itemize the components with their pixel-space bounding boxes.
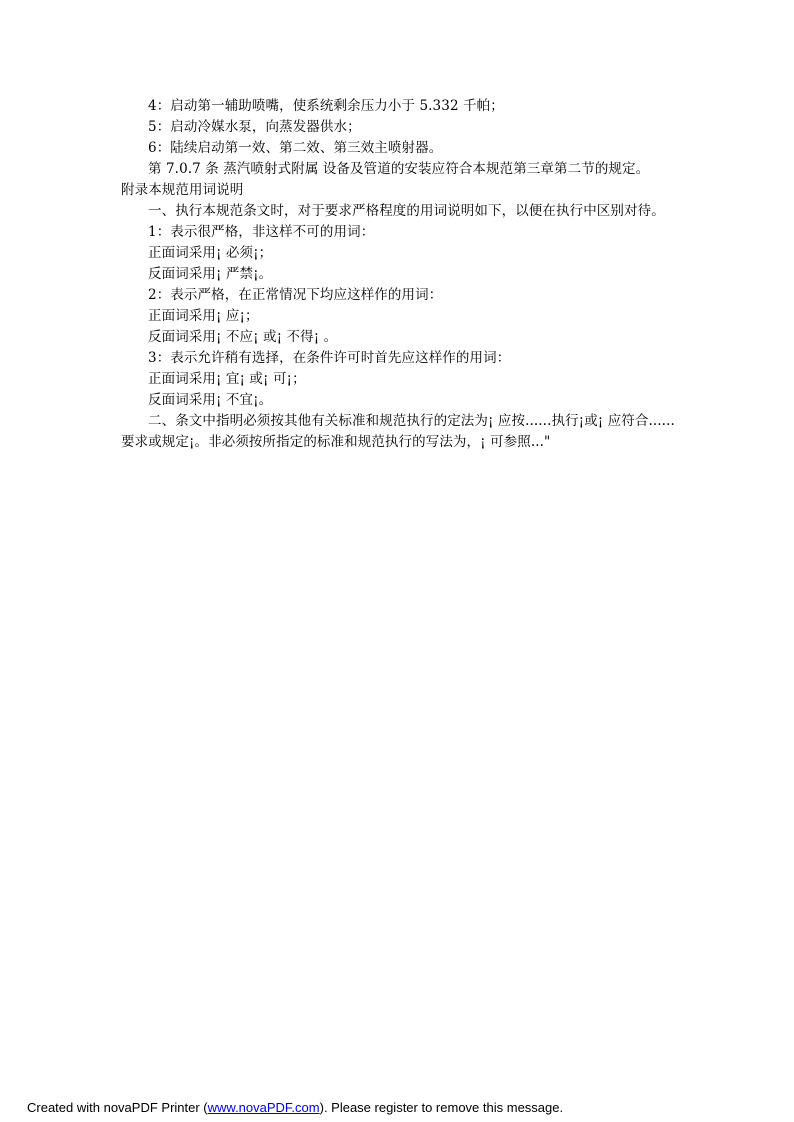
text-line-item-3-positive: 正面词采用¡ 宜¡ 或¡ 可¡； (148, 371, 306, 387)
text-line-section-1: 一、执行本规范条文时，对于要求严格程度的用词说明如下，以便在执行中区别对待。 (148, 203, 665, 219)
text-line-item-1: 1：表示很严格，非这样不可的用词： (148, 224, 375, 240)
text-line-item-2: 2：表示严格，在正常情况下均应这样作的用词： (148, 287, 443, 303)
text-line-section-2-continued: 要求或规定¡。非必须按所指定的标准和规范执行的写法为，¡ 可参照..." (121, 434, 551, 450)
text-line-step-5: 5：启动冷媒水泵，向蒸发器供水； (148, 119, 361, 135)
footer-notice (27, 1099, 563, 1117)
text-line-step-4: 4：启动第一辅助喷嘴，使系统剩余压力小于 5.332 千帕； (148, 98, 504, 114)
text-line-section-2: 二、条文中指明必须按其他有关标准和规范执行的定法为¡ 应按......执行¡或¡ 应符合...... (148, 413, 675, 429)
text-line-item-3: 3：表示允许稍有选择，在条件许可时首先应这样作的用词： (148, 350, 511, 366)
appendix-heading: 附录本规范用词说明 (121, 182, 244, 198)
text-line-article-7-0-7: 第 7.0.7 条 蒸汽喷射式附属 设备及管道的安装应符合本规范第三章第二节的规定。 (148, 161, 650, 177)
text-line-item-3-negative: 反面词采用¡ 不宜¡。 (148, 392, 273, 408)
text-line-item-2-positive: 正面词采用¡ 应¡； (148, 308, 259, 324)
footer-suffix: ). Please register to remove this message. (319, 1100, 564, 1115)
text-line-step-6: 6：陆续启动第一效、第二效、第三效主喷射器。 (148, 140, 443, 156)
footer-link[interactable]: www.novaPDF.com (207, 1100, 320, 1115)
text-line-item-1-positive: 正面词采用¡ 必须¡； (148, 245, 273, 261)
text-line-item-2-negative: 反面词采用¡ 不应¡ 或¡ 不得¡ 。 (148, 329, 338, 345)
footer-prefix: Created with novaPDF Printer ( (27, 1100, 208, 1115)
text-line-item-1-negative: 反面词采用¡ 严禁¡。 (148, 266, 273, 282)
